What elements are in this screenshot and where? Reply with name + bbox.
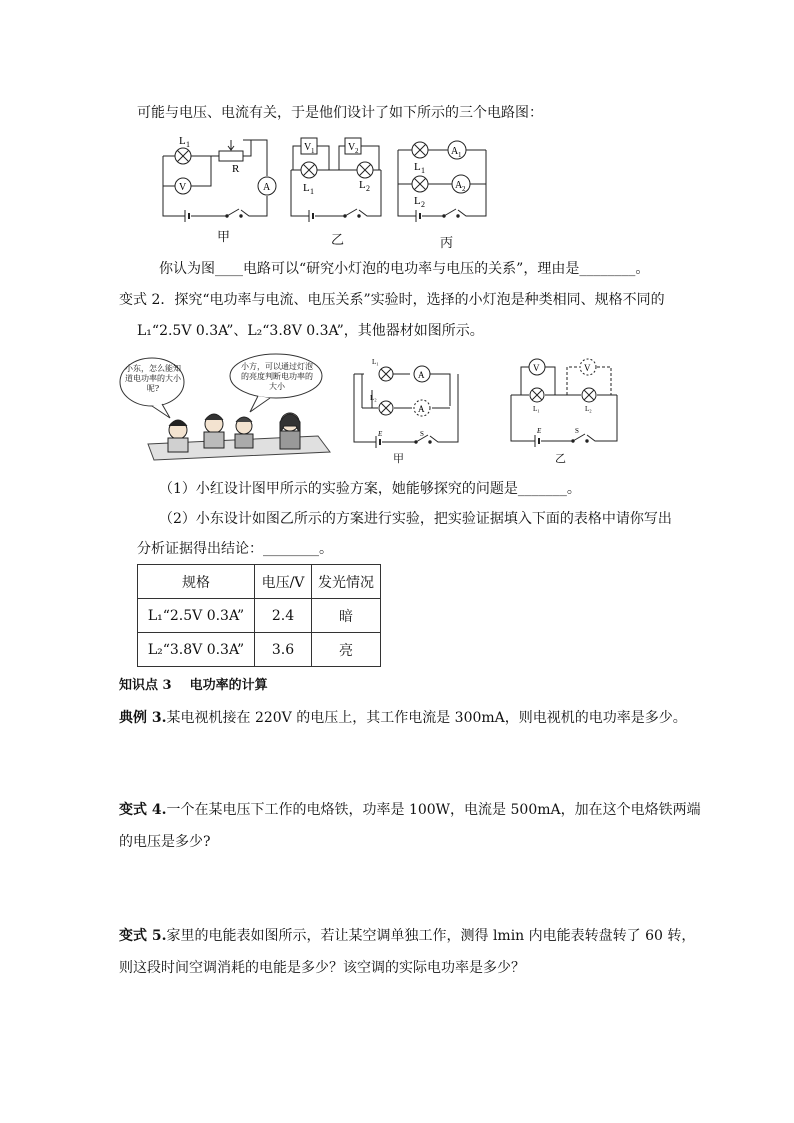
table-cell: 2.4 — [255, 599, 312, 633]
table-cell: 3.6 — [255, 633, 312, 667]
table-cell: L₁“2.5V 0.3A” — [138, 599, 255, 633]
svg-text:1: 1 — [310, 187, 314, 196]
circuit-bing — [392, 136, 492, 222]
intro-text: 可能与电压、电流有关，于是他们设计了如下所示的三个电路图： — [137, 105, 543, 121]
jia-v-label: V — [179, 182, 187, 193]
svg-text:2: 2 — [366, 184, 370, 193]
circuit-jia — [155, 130, 285, 222]
svg-text:2: 2 — [462, 185, 466, 193]
bianshi2-line2: L₁“2.5V 0.3A”、L₂“3.8V 0.3A”，其他器材如图所示。 — [137, 323, 484, 339]
bianshi4-text1: 一个在某电压下工作的电烙铁，功率是 100W，电流是 500mA，加在这个电烙铁两端 — [166, 802, 701, 818]
circuit2-yi — [507, 355, 623, 447]
svg-text:2: 2 — [421, 200, 425, 209]
svg-text:1: 1 — [186, 140, 190, 149]
jia-r-label: R — [232, 163, 240, 175]
svg-text:A: A — [418, 404, 425, 414]
bianshi5-line2: 则这段时间空调消耗的电能是多少？该空调的实际电功率是多少？ — [119, 960, 525, 976]
bianshi2-q1: （1）小红设计图甲所示的实验方案，她能够探究的问题是_______。 — [159, 481, 581, 497]
dianli3-text: 某电视机接在 220V 的电压上，其工作电流是 300mA，则电视机的电功率是多少。 — [166, 710, 687, 726]
dianli3 — [119, 708, 687, 728]
bianshi4-label: 变式 4. — [119, 802, 167, 818]
svg-text:E: E — [378, 430, 383, 438]
svg-text:V: V — [584, 363, 591, 373]
table-cell: L₂“3.8V 0.3A” — [138, 633, 255, 667]
table-row — [138, 633, 381, 667]
yi-l1-label: L — [303, 182, 310, 194]
caption2-yi: 乙 — [555, 452, 566, 465]
bubble-right-text: 小方，可以通过灯泡的亮度判断电功率的大小 — [241, 362, 313, 391]
dianli3-label: 典例 3. — [119, 710, 167, 726]
bubble-left-text: 小东，怎么能知道电功率的大小呢? — [125, 364, 181, 393]
yi-v1-label: V — [304, 142, 312, 153]
table-cell: 暗 — [312, 599, 381, 633]
svg-text:L₁: L₁ — [372, 358, 379, 366]
header-cell: 电压/V — [255, 565, 312, 599]
caption-bing: 丙 — [440, 236, 454, 251]
spec-table — [137, 564, 381, 667]
svg-text:1: 1 — [458, 151, 462, 159]
yi-l2-label: L — [359, 179, 366, 191]
svg-text:L₂: L₂ — [370, 394, 377, 402]
bing-l2-label: L — [414, 195, 421, 207]
header-cell: 发光情况 — [312, 565, 381, 599]
svg-text:A: A — [418, 370, 425, 380]
yi-v2-label: V — [348, 142, 356, 153]
caption-jia: 甲 — [217, 230, 231, 245]
svg-text:1: 1 — [421, 166, 425, 175]
jia-a-label: A — [263, 182, 271, 193]
svg-text:L₂: L₂ — [585, 405, 592, 413]
bianshi2-line1: 变式 2．探究“电功率与电流、电压关系”实验时，选择的小灯泡是种类相同、规格不同的 — [119, 292, 665, 308]
table-header-row — [138, 565, 381, 599]
svg-text:S: S — [420, 430, 424, 438]
caption-yi: 乙 — [331, 233, 345, 248]
jia-l1-label: L — [179, 135, 186, 147]
bianshi5-text1: 家里的电能表如图所示，若让某空调单独工作，测得 lmin 内电能表转盘转了 60 转， — [166, 928, 696, 944]
caption2-jia: 甲 — [393, 452, 404, 465]
svg-text:V: V — [533, 363, 540, 373]
bianshi4-line2: 的电压是多少? — [119, 834, 211, 850]
section-title: 电功率的计算 — [189, 678, 268, 693]
circuit2-jia — [350, 356, 462, 448]
section-heading — [119, 676, 268, 696]
bing-l1-label: L — [414, 161, 421, 173]
header-cell: 规格 — [138, 565, 255, 599]
svg-text:E: E — [537, 427, 542, 435]
bianshi5-label: 变式 5. — [119, 928, 167, 944]
bing-a2-label: A — [455, 180, 463, 191]
bing-a1-label: A — [451, 146, 459, 157]
question-text: 你认为图____电路可以“研究小灯泡的电功率与电压的关系”，理由是________。 — [159, 261, 650, 277]
table-row — [138, 599, 381, 633]
svg-text:1: 1 — [311, 147, 315, 155]
svg-text:S: S — [575, 427, 579, 435]
bianshi2-q2-line2: 分析证据得出结论：________。 — [137, 541, 333, 557]
svg-text:2: 2 — [355, 147, 359, 155]
bianshi4-line1 — [119, 800, 701, 820]
bianshi5-line1 — [119, 926, 695, 946]
bianshi2-q2-line1: （2）小东设计如图乙所示的方案进行实验，把实验证据填入下面的表格中请你写出 — [159, 511, 672, 527]
section-label: 知识点 3 — [119, 678, 172, 693]
svg-text:L₁: L₁ — [533, 405, 540, 413]
table-cell: 亮 — [312, 633, 381, 667]
circuit-yi — [287, 130, 387, 222]
